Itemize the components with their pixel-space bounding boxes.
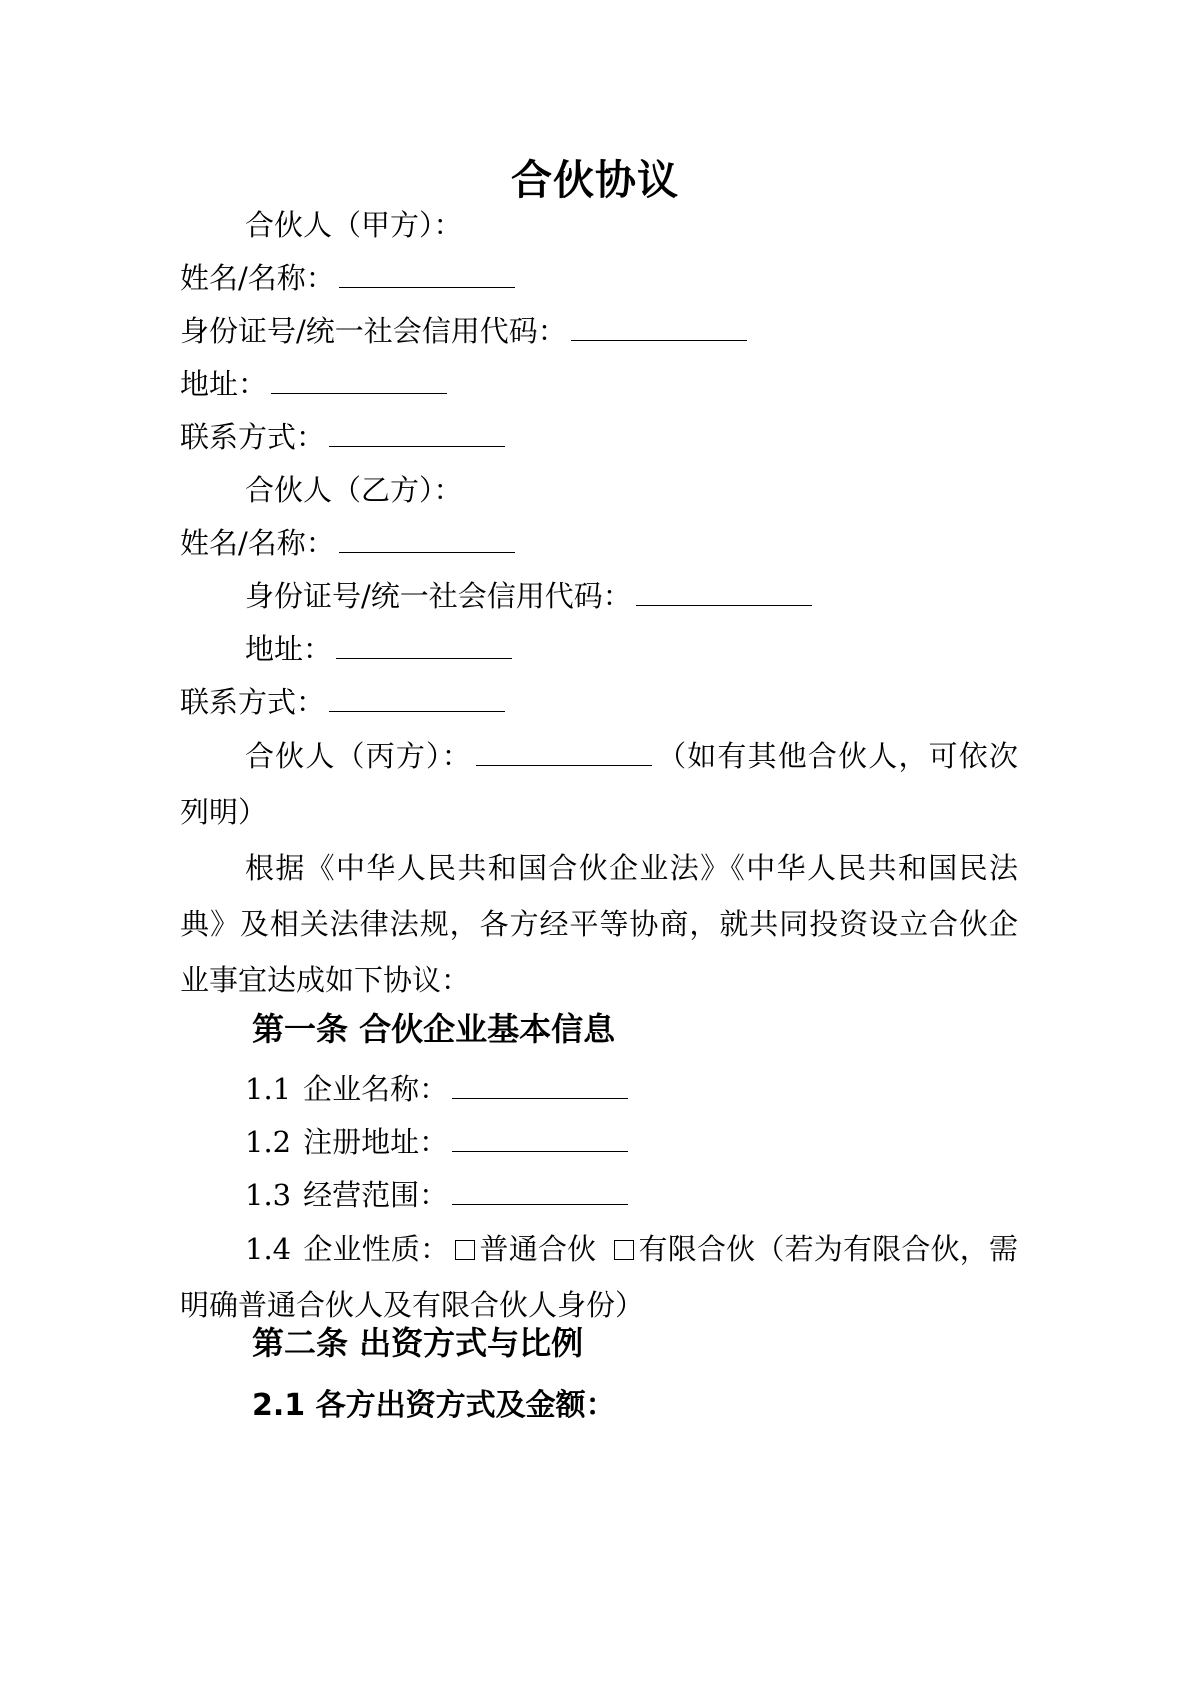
limited-partnership-checkbox[interactable]: [614, 1240, 634, 1260]
article-2-heading: 第二条 出资方式与比例: [252, 1324, 584, 1362]
limited-partnership-option: 有限合伙: [638, 1232, 756, 1266]
party-b-address-blank[interactable]: [336, 632, 512, 659]
article-1-item-4: [180, 1221, 1018, 1333]
party-c-heading: 合伙人（丙方）：: [245, 739, 472, 773]
party-a-name-blank[interactable]: [339, 261, 515, 288]
party-b-id-blank[interactable]: [636, 579, 812, 606]
party-c-paragraph: [180, 728, 1018, 840]
business-scope-blank[interactable]: [452, 1178, 628, 1205]
party-c-blank[interactable]: [476, 739, 652, 766]
item-number: 1.4: [245, 1232, 292, 1266]
party-b-name-blank[interactable]: [339, 526, 515, 553]
party-b-name-label: 姓名/名称：: [180, 526, 335, 560]
registered-address-label: 注册地址：: [303, 1125, 449, 1159]
party-a-heading: 合伙人（甲方）：: [245, 208, 463, 242]
party-b-contact-row: [180, 682, 1020, 722]
party-a-name-row: [180, 258, 1020, 298]
party-b-id-label: 身份证号/统一社会信用代码：: [245, 579, 632, 613]
party-b-heading: 合伙人（乙方）：: [245, 473, 463, 507]
party-a-address-label: 地址：: [180, 367, 268, 401]
enterprise-type-label: 企业性质：: [303, 1232, 450, 1266]
party-a-address-blank[interactable]: [271, 367, 447, 394]
party-b-contact-label: 联系方式：: [180, 685, 326, 719]
party-b-contact-blank[interactable]: [329, 685, 505, 712]
item-number: 1.1: [245, 1072, 292, 1106]
party-a-id-blank[interactable]: [571, 314, 747, 341]
article-1-heading: 第一条 合伙企业基本信息: [252, 1010, 616, 1048]
article-1-item-1: [245, 1069, 1020, 1109]
party-b-address-label: 地址：: [245, 632, 333, 666]
enterprise-type-note: （若为有限合伙，需明确普通合伙人及有限合伙人身份）: [180, 1232, 1018, 1322]
party-b-name-row: [180, 523, 1020, 563]
party-a-id-label: 身份证号/统一社会信用代码：: [180, 314, 567, 348]
document-title: 合伙协议: [511, 156, 679, 204]
item-number: 1.2: [245, 1125, 292, 1159]
general-partnership-checkbox[interactable]: [455, 1240, 475, 1260]
party-a-contact-blank[interactable]: [329, 420, 505, 447]
article-2-item-1: 2.1 各方出资方式及金额：: [252, 1388, 616, 1423]
party-b-id-row: [245, 576, 1020, 616]
company-name-label: 企业名称：: [303, 1072, 449, 1106]
party-a-id-row: [180, 311, 1020, 351]
article-1-item-3: [245, 1175, 1020, 1215]
party-c-note: （如有其他合伙人，可依次列明）: [180, 739, 1018, 829]
party-b-address-row: [245, 629, 1020, 669]
party-a-address-row: [180, 364, 1020, 404]
party-a-contact-label: 联系方式：: [180, 420, 326, 454]
party-a-name-label: 姓名/名称：: [180, 261, 335, 295]
item-number: 1.3: [245, 1178, 292, 1212]
company-name-blank[interactable]: [452, 1072, 628, 1099]
article-1-item-2: [245, 1122, 1020, 1162]
preamble-paragraph: 根据《中华人民共和国合伙企业法》《中华人民共和国民法典》及相关法律法规，各方经平等协商，就共同投资设立合伙企业事宜达成如下协议：: [180, 851, 1018, 997]
registered-address-blank[interactable]: [452, 1125, 628, 1152]
business-scope-label: 经营范围：: [303, 1178, 449, 1212]
general-partnership-option: 普通合伙: [479, 1232, 597, 1266]
party-a-contact-row: [180, 417, 1020, 457]
